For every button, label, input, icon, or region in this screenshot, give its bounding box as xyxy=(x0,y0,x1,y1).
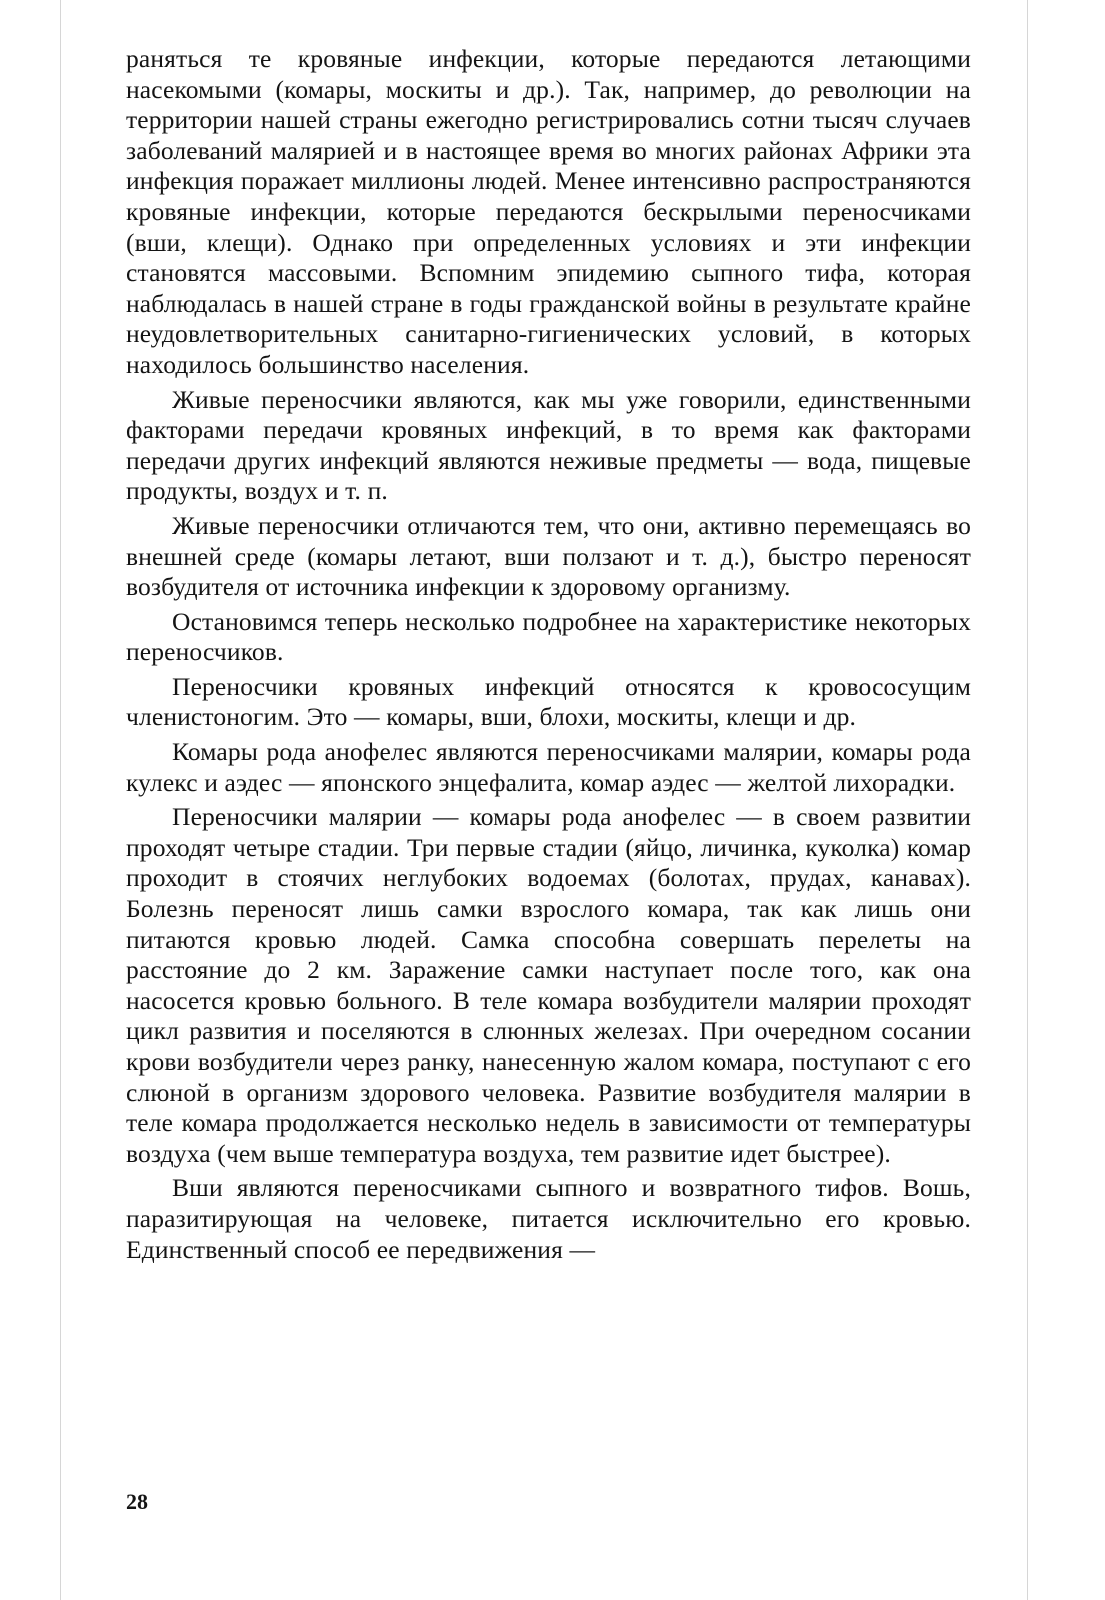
paragraph-3: Живые переносчики отличаются тем, что они, активно перемещаясь во внешней среде (комары летают, вши ползают и т. д.), быстро переносят возбудителя от источника инфекции к здоровому организму. xyxy=(126,510,971,602)
page-number: 28 xyxy=(126,1489,148,1514)
paragraph-2: Живые переносчики являются, как мы уже говорили, единственными факторами передачи кровяных инфекций, в то время как факторами передачи других инфекций являются неживые предметы — вода, пищевые продукты, воздух и т. п. xyxy=(126,384,971,506)
paragraph-4: Остановимся теперь несколько подробнее на характеристике некоторых переносчиков. xyxy=(126,606,971,667)
body-text xyxy=(126,44,971,1265)
paragraph-8: Вши являются переносчиками сыпного и возвратного тифов. Вошь, паразитирующая на человеке, питается исключительно его кровью. Единственный способ ее передвижения — xyxy=(126,1173,971,1264)
page-edge-left xyxy=(60,0,61,1600)
paragraph-5: Переносчики кровяных инфекций относятся к кровососущим членистоногим. Это — комары, вши, блохи, москиты, клещи и др. xyxy=(126,671,971,732)
paragraph-1: раняться те кровяные инфекции, которые передаются летающими насекомыми (комары, москиты и др.). Так, например, до революции на территории нашей страны ежегодно регистрировались сотни тысяч случаев заболеваний малярией и в настоящее время во многих районах Африки эта инфекция поражает миллионы людей. Менее интенсивно распространяются кровяные инфекции, которые передаются бескрылыми переносчиками (вши, клещи). Однако при определенных условиях и эти инфекции становятся массовыми. Вспомним эпидемию сыпного тифа, которая наблюдалась в нашей стране в годы гражданской войны в результате крайне неудовлетворительных санитарно-гигиенических условий, в которых находилось большинство населения. xyxy=(126,44,971,379)
paragraph-7: Переносчики малярии — комары рода анофелес — в своем развитии проходят четыре стадии. Три первые стадии (яйцо, личинка, куколка) комар проходит в стоячих неглубоких водоемах (болотах, прудах, канавах). Болезнь переносят лишь самки взрослого комара, так как лишь они питаются кровью людей. Самка способна совершать перелеты на расстояние до 2 км. Заражение самки наступает после того, как она насосется кровью больного. В теле комара возбудители малярии проходят цикл развития и поселяются в слюнных железах. При очередном сосании крови возбудители через ранку, нанесенную жалом комара, поступают с его слюной в организм здорового человека. Развитие возбудителя малярии в теле комара продолжается несколько недель в зависимости от температуры воздуха (чем выше температура воздуха, тем развитие идет быстрее). xyxy=(126,802,971,1168)
paragraph-6: Комары рода анофелес являются переносчиками малярии, комары рода кулекс и аэдес — японского энцефалита, комар аэдес — желтой лихорадки. xyxy=(126,737,971,797)
page-edge-right xyxy=(1027,0,1028,1600)
